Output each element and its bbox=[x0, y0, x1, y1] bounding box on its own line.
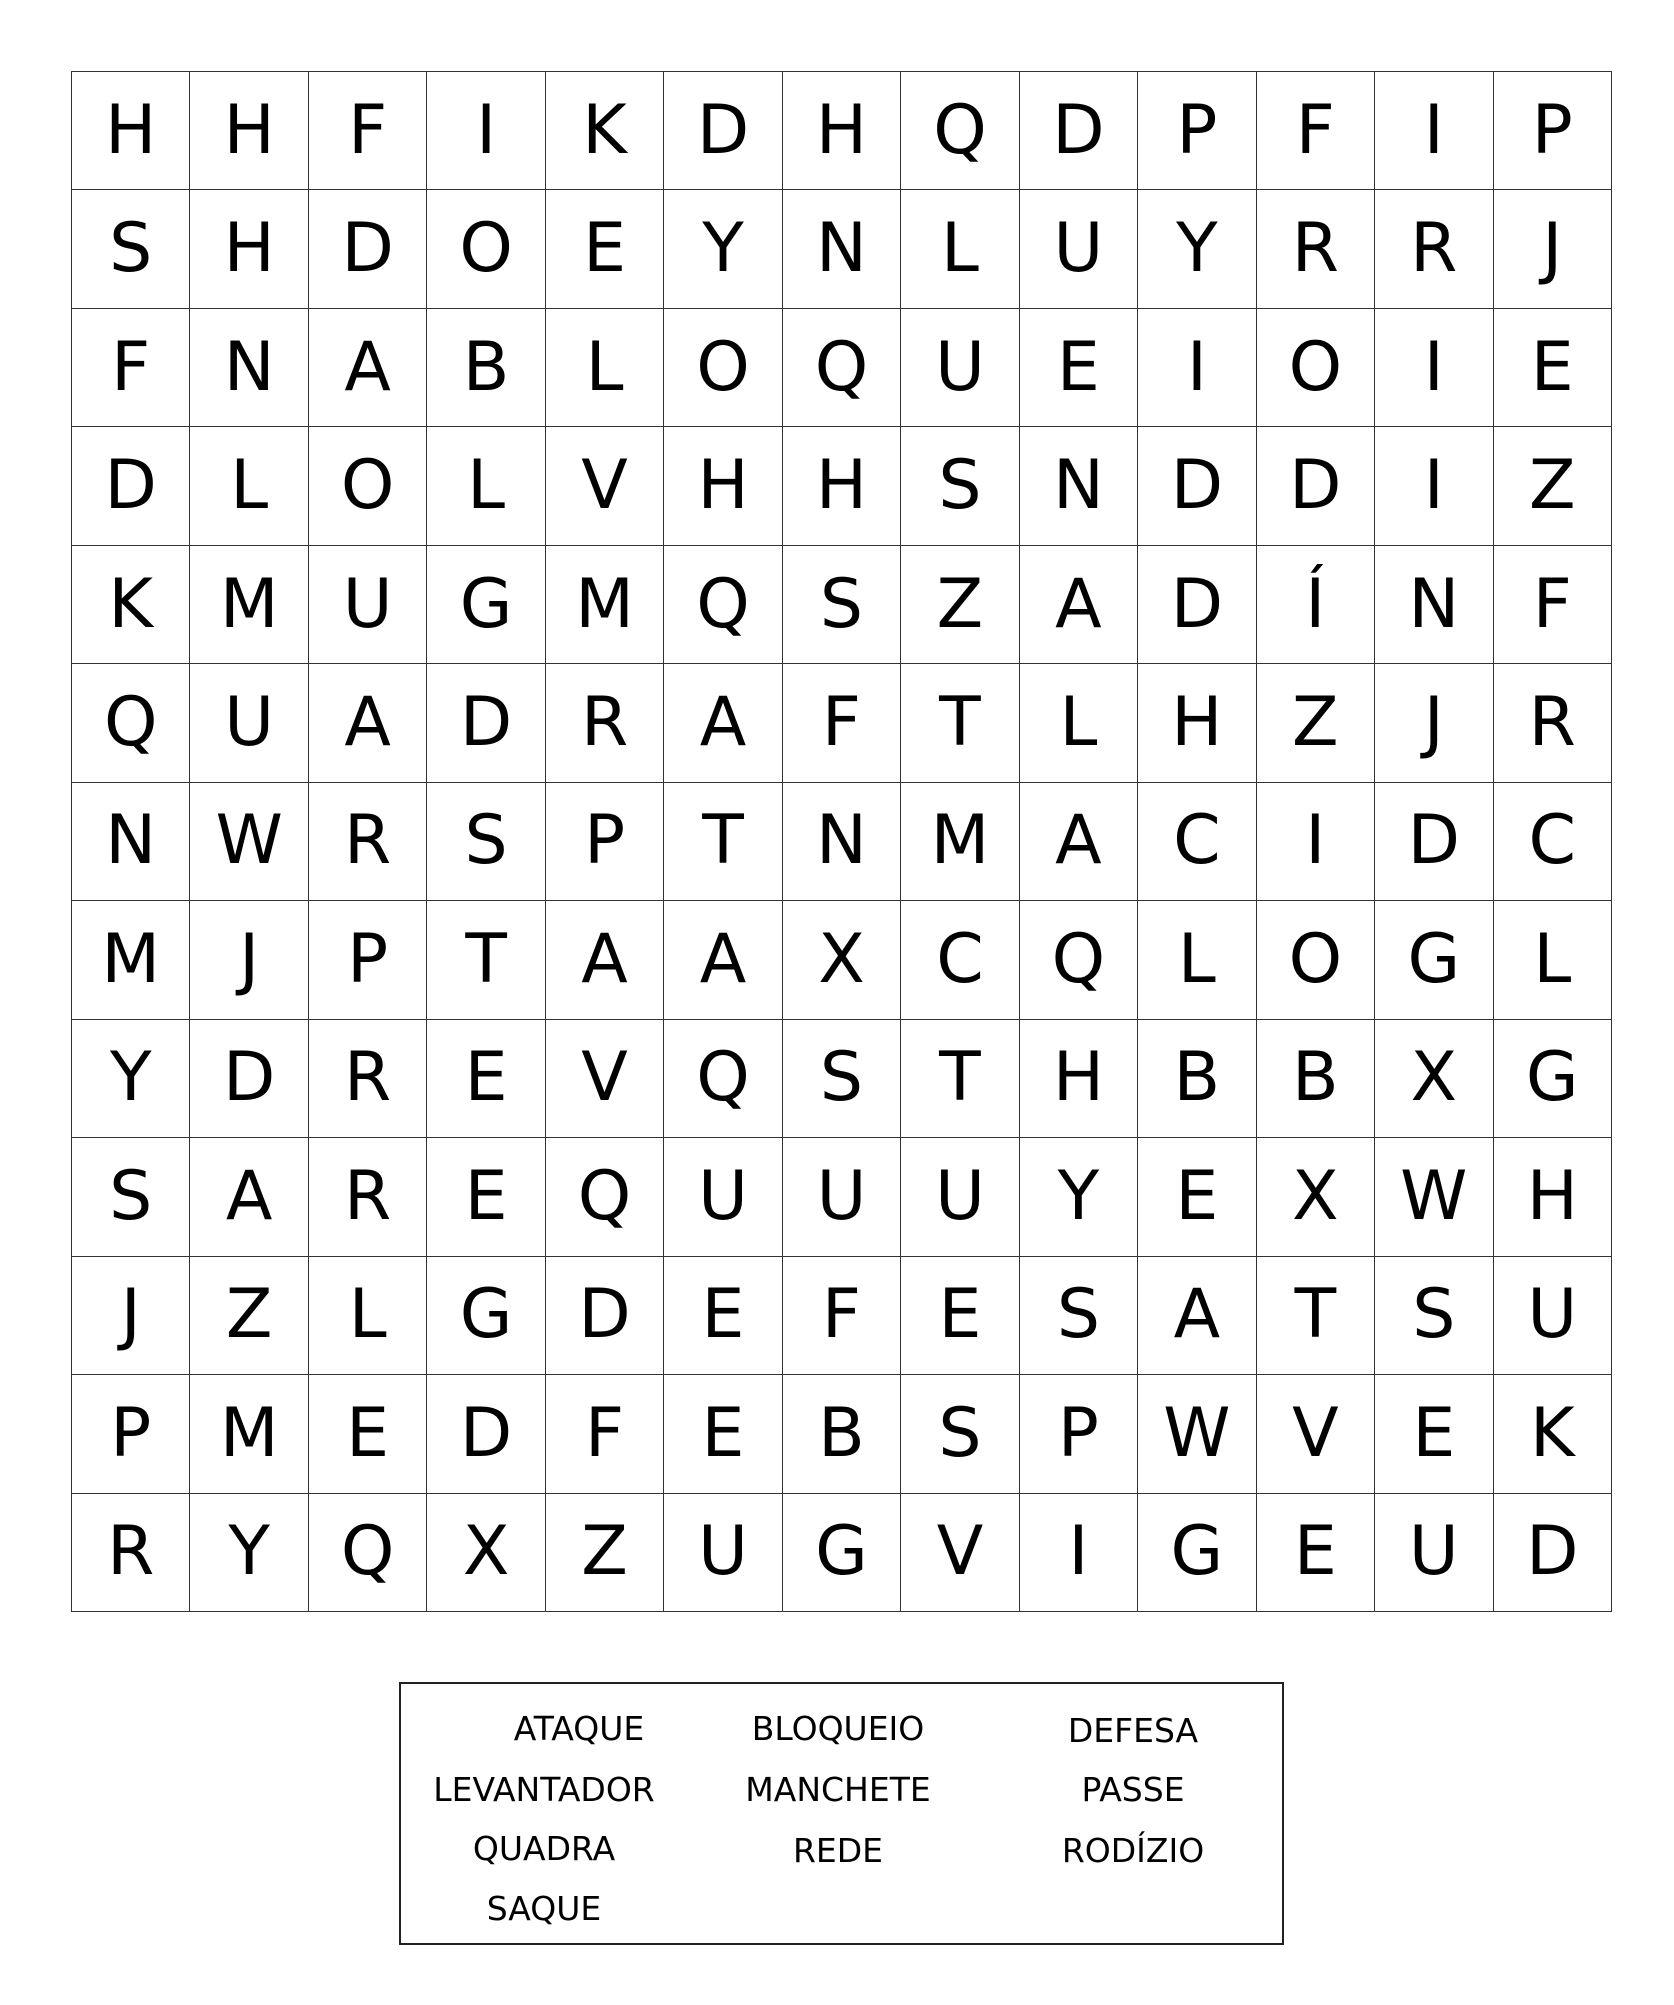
word-item: MANCHETE bbox=[745, 1770, 931, 1809]
grid-cell[interactable]: D bbox=[1375, 783, 1493, 901]
grid-cell[interactable]: S bbox=[901, 427, 1019, 545]
grid-cell[interactable]: I bbox=[1020, 1494, 1138, 1612]
grid-cell[interactable]: P bbox=[1020, 1375, 1138, 1493]
grid-cell[interactable]: S bbox=[901, 1375, 1019, 1493]
grid-cell[interactable]: E bbox=[427, 1138, 545, 1256]
grid-cell[interactable]: E bbox=[1257, 1494, 1375, 1612]
grid-cell[interactable]: J bbox=[190, 901, 308, 1019]
grid-cell[interactable]: X bbox=[1375, 1020, 1493, 1138]
grid-cell[interactable]: H bbox=[1494, 1138, 1612, 1256]
grid-cell[interactable]: I bbox=[427, 72, 545, 190]
grid-cell[interactable]: E bbox=[901, 1257, 1019, 1375]
grid-cell[interactable]: Z bbox=[546, 1494, 664, 1612]
grid-cell[interactable]: Q bbox=[783, 309, 901, 427]
grid-cell[interactable]: E bbox=[427, 1020, 545, 1138]
word-item: REDE bbox=[792, 1831, 884, 1870]
grid-cell[interactable]: V bbox=[546, 427, 664, 545]
grid-cell[interactable]: N bbox=[783, 783, 901, 901]
word-list-box bbox=[399, 1682, 1284, 1945]
grid-cell[interactable]: W bbox=[1375, 1138, 1493, 1256]
grid-cell[interactable]: D bbox=[664, 72, 782, 190]
grid-cell[interactable]: P bbox=[1494, 72, 1612, 190]
grid-cell[interactable]: E bbox=[1020, 309, 1138, 427]
grid-cell[interactable]: H bbox=[664, 427, 782, 545]
grid-cell[interactable]: I bbox=[1257, 783, 1375, 901]
grid-cell[interactable]: Q bbox=[309, 1494, 427, 1612]
grid-cell[interactable]: F bbox=[72, 309, 190, 427]
grid-cell[interactable]: T bbox=[1257, 1257, 1375, 1375]
grid-cell[interactable]: H bbox=[783, 72, 901, 190]
grid-cell[interactable]: R bbox=[1375, 190, 1493, 308]
grid-cell[interactable]: R bbox=[309, 783, 427, 901]
grid-cell[interactable]: Z bbox=[901, 546, 1019, 664]
grid-cell[interactable]: Q bbox=[664, 546, 782, 664]
grid-cell[interactable]: E bbox=[664, 1257, 782, 1375]
grid-cell[interactable]: A bbox=[309, 664, 427, 782]
grid-cell[interactable]: O bbox=[1257, 309, 1375, 427]
grid-cell[interactable]: D bbox=[546, 1257, 664, 1375]
grid-cell[interactable]: A bbox=[190, 1138, 308, 1256]
grid-cell[interactable]: Q bbox=[901, 72, 1019, 190]
grid-cell[interactable]: O bbox=[1257, 901, 1375, 1019]
grid-cell[interactable]: I bbox=[1375, 72, 1493, 190]
grid-cell[interactable]: S bbox=[72, 190, 190, 308]
grid-cell[interactable]: S bbox=[783, 546, 901, 664]
grid-cell[interactable]: K bbox=[72, 546, 190, 664]
grid-cell[interactable]: R bbox=[72, 1494, 190, 1612]
grid-cell[interactable]: X bbox=[1257, 1138, 1375, 1256]
grid-cell[interactable]: C bbox=[1494, 783, 1612, 901]
grid-cell[interactable]: O bbox=[309, 427, 427, 545]
grid-cell[interactable]: W bbox=[1138, 1375, 1256, 1493]
grid-cell[interactable]: E bbox=[1138, 1138, 1256, 1256]
grid-cell[interactable]: O bbox=[664, 309, 782, 427]
grid-cell[interactable]: A bbox=[664, 901, 782, 1019]
grid-cell[interactable]: T bbox=[901, 1020, 1019, 1138]
grid-cell[interactable]: G bbox=[427, 546, 545, 664]
grid-cell[interactable]: Q bbox=[664, 1020, 782, 1138]
grid-cell[interactable]: Y bbox=[190, 1494, 308, 1612]
grid-cell[interactable]: D bbox=[427, 664, 545, 782]
grid-cell[interactable]: L bbox=[427, 427, 545, 545]
word-item: RODÍZIO bbox=[1061, 1831, 1205, 1870]
grid-cell[interactable]: R bbox=[546, 664, 664, 782]
grid-cell[interactable]: K bbox=[1494, 1375, 1612, 1493]
grid-cell[interactable]: B bbox=[427, 309, 545, 427]
grid-cell[interactable]: U bbox=[1020, 190, 1138, 308]
grid-cell[interactable]: R bbox=[309, 1138, 427, 1256]
grid-cell[interactable]: P bbox=[1138, 72, 1256, 190]
grid-cell[interactable]: G bbox=[783, 1494, 901, 1612]
grid-cell[interactable]: F bbox=[546, 1375, 664, 1493]
grid-cell[interactable]: X bbox=[783, 901, 901, 1019]
grid-cell[interactable]: M bbox=[546, 546, 664, 664]
grid-cell[interactable]: Y bbox=[72, 1020, 190, 1138]
grid-cell[interactable]: F bbox=[1257, 72, 1375, 190]
grid-cell[interactable]: V bbox=[546, 1020, 664, 1138]
grid-cell[interactable]: Z bbox=[1257, 664, 1375, 782]
grid-cell[interactable]: B bbox=[1138, 1020, 1256, 1138]
grid-cell[interactable]: D bbox=[190, 1020, 308, 1138]
word-item: QUADRA bbox=[472, 1829, 616, 1868]
grid-cell[interactable]: B bbox=[783, 1375, 901, 1493]
grid-cell[interactable]: L bbox=[1494, 901, 1612, 1019]
grid-cell[interactable]: F bbox=[1494, 546, 1612, 664]
grid-cell[interactable]: L bbox=[190, 427, 308, 545]
grid-cell[interactable]: A bbox=[664, 664, 782, 782]
word-item: ATAQUE bbox=[513, 1709, 645, 1748]
grid-cell[interactable]: K bbox=[546, 72, 664, 190]
grid-cell[interactable]: L bbox=[546, 309, 664, 427]
grid-cell[interactable]: U bbox=[664, 1494, 782, 1612]
grid-cell[interactable]: T bbox=[664, 783, 782, 901]
grid-cell[interactable]: H bbox=[72, 72, 190, 190]
grid-cell[interactable]: V bbox=[1257, 1375, 1375, 1493]
grid-cell[interactable]: U bbox=[1375, 1494, 1493, 1612]
grid-cell[interactable]: L bbox=[309, 1257, 427, 1375]
grid-cell[interactable]: D bbox=[1138, 427, 1256, 545]
grid-cell[interactable]: U bbox=[1494, 1257, 1612, 1375]
grid-cell[interactable]: D bbox=[427, 1375, 545, 1493]
grid-cell[interactable]: T bbox=[901, 664, 1019, 782]
grid-cell[interactable]: P bbox=[309, 901, 427, 1019]
grid-cell[interactable]: E bbox=[1375, 1375, 1493, 1493]
word-item: LEVANTADOR bbox=[433, 1770, 655, 1809]
grid-cell[interactable]: T bbox=[427, 901, 545, 1019]
grid-cell[interactable]: S bbox=[1375, 1257, 1493, 1375]
grid-cell[interactable]: H bbox=[783, 427, 901, 545]
grid-cell[interactable]: P bbox=[72, 1375, 190, 1493]
grid-cell[interactable]: N bbox=[783, 190, 901, 308]
grid-cell[interactable]: C bbox=[901, 901, 1019, 1019]
grid-cell[interactable]: L bbox=[901, 190, 1019, 308]
grid-cell[interactable]: D bbox=[309, 190, 427, 308]
grid-cell[interactable]: P bbox=[546, 783, 664, 901]
grid-cell[interactable]: N bbox=[72, 783, 190, 901]
word-search-grid bbox=[71, 71, 1612, 1612]
grid-cell[interactable]: D bbox=[1257, 427, 1375, 545]
grid-cell[interactable]: D bbox=[72, 427, 190, 545]
grid-cell[interactable]: J bbox=[1375, 664, 1493, 782]
grid-cell[interactable]: V bbox=[901, 1494, 1019, 1612]
grid-cell[interactable]: M bbox=[901, 783, 1019, 901]
grid-cell[interactable]: U bbox=[901, 309, 1019, 427]
grid-cell[interactable]: I bbox=[1375, 427, 1493, 545]
grid-cell[interactable]: G bbox=[1375, 901, 1493, 1019]
grid-cell[interactable]: Q bbox=[1020, 901, 1138, 1019]
grid-cell[interactable]: Y bbox=[1138, 190, 1256, 308]
grid-cell[interactable]: I bbox=[1375, 309, 1493, 427]
grid-cell[interactable]: Z bbox=[1494, 427, 1612, 545]
grid-cell[interactable]: C bbox=[1138, 783, 1256, 901]
grid-cell[interactable]: U bbox=[664, 1138, 782, 1256]
grid-cell[interactable]: A bbox=[546, 901, 664, 1019]
grid-cell[interactable]: W bbox=[190, 783, 308, 901]
grid-cell[interactable]: A bbox=[1020, 546, 1138, 664]
grid-cell[interactable]: M bbox=[190, 1375, 308, 1493]
grid-cell[interactable]: R bbox=[1494, 664, 1612, 782]
grid-cell[interactable]: A bbox=[1138, 1257, 1256, 1375]
grid-cell[interactable]: H bbox=[1138, 664, 1256, 782]
grid-cell[interactable]: G bbox=[1494, 1020, 1612, 1138]
grid-cell[interactable]: Y bbox=[664, 190, 782, 308]
grid-cell[interactable]: B bbox=[1257, 1020, 1375, 1138]
grid-cell[interactable]: Y bbox=[1020, 1138, 1138, 1256]
grid-cell[interactable]: N bbox=[190, 309, 308, 427]
grid-cell[interactable]: Q bbox=[72, 664, 190, 782]
grid-cell[interactable]: M bbox=[72, 901, 190, 1019]
grid-cell[interactable]: J bbox=[72, 1257, 190, 1375]
grid-cell[interactable]: L bbox=[1020, 664, 1138, 782]
grid-cell[interactable]: S bbox=[1020, 1257, 1138, 1375]
grid-cell[interactable]: F bbox=[783, 664, 901, 782]
grid-cell[interactable]: U bbox=[783, 1138, 901, 1256]
word-item: SAQUE bbox=[486, 1889, 602, 1928]
word-item: BLOQUEIO bbox=[751, 1709, 925, 1748]
grid-cell[interactable]: X bbox=[427, 1494, 545, 1612]
grid-cell[interactable]: N bbox=[1020, 427, 1138, 545]
word-item: DEFESA bbox=[1067, 1711, 1199, 1750]
grid-cell[interactable]: J bbox=[1494, 190, 1612, 308]
grid-cell[interactable]: S bbox=[427, 783, 545, 901]
grid-cell[interactable]: E bbox=[664, 1375, 782, 1493]
grid-cell[interactable]: H bbox=[1020, 1020, 1138, 1138]
grid-cell[interactable]: I bbox=[1138, 309, 1256, 427]
grid-cell[interactable]: O bbox=[427, 190, 545, 308]
grid-cell[interactable]: S bbox=[72, 1138, 190, 1256]
grid-cell[interactable]: H bbox=[190, 190, 308, 308]
grid-cell[interactable]: S bbox=[783, 1020, 901, 1138]
grid-cell[interactable]: Í bbox=[1257, 546, 1375, 664]
grid-cell[interactable]: R bbox=[1257, 190, 1375, 308]
grid-cell[interactable]: H bbox=[190, 72, 308, 190]
grid-cell[interactable]: L bbox=[1138, 901, 1256, 1019]
grid-cell[interactable]: R bbox=[309, 1020, 427, 1138]
grid-cell[interactable]: G bbox=[427, 1257, 545, 1375]
grid-cell[interactable]: G bbox=[1138, 1494, 1256, 1612]
grid-cell[interactable]: A bbox=[309, 309, 427, 427]
grid-cell[interactable]: D bbox=[1138, 546, 1256, 664]
grid-cell[interactable]: U bbox=[901, 1138, 1019, 1256]
word-item: PASSE bbox=[1081, 1770, 1185, 1809]
grid-cell[interactable]: D bbox=[1020, 72, 1138, 190]
grid-cell[interactable]: Z bbox=[190, 1257, 308, 1375]
grid-cell[interactable]: U bbox=[190, 664, 308, 782]
grid-cell[interactable]: F bbox=[783, 1257, 901, 1375]
grid-cell[interactable]: E bbox=[546, 190, 664, 308]
grid-cell[interactable]: N bbox=[1375, 546, 1493, 664]
grid-cell[interactable]: M bbox=[190, 546, 308, 664]
grid-cell[interactable]: U bbox=[309, 546, 427, 664]
grid-cell[interactable]: A bbox=[1020, 783, 1138, 901]
grid-cell[interactable]: F bbox=[309, 72, 427, 190]
grid-cell[interactable]: Q bbox=[546, 1138, 664, 1256]
grid-cell[interactable]: E bbox=[309, 1375, 427, 1493]
grid-cell[interactable]: E bbox=[1494, 309, 1612, 427]
grid-cell[interactable]: D bbox=[1494, 1494, 1612, 1612]
